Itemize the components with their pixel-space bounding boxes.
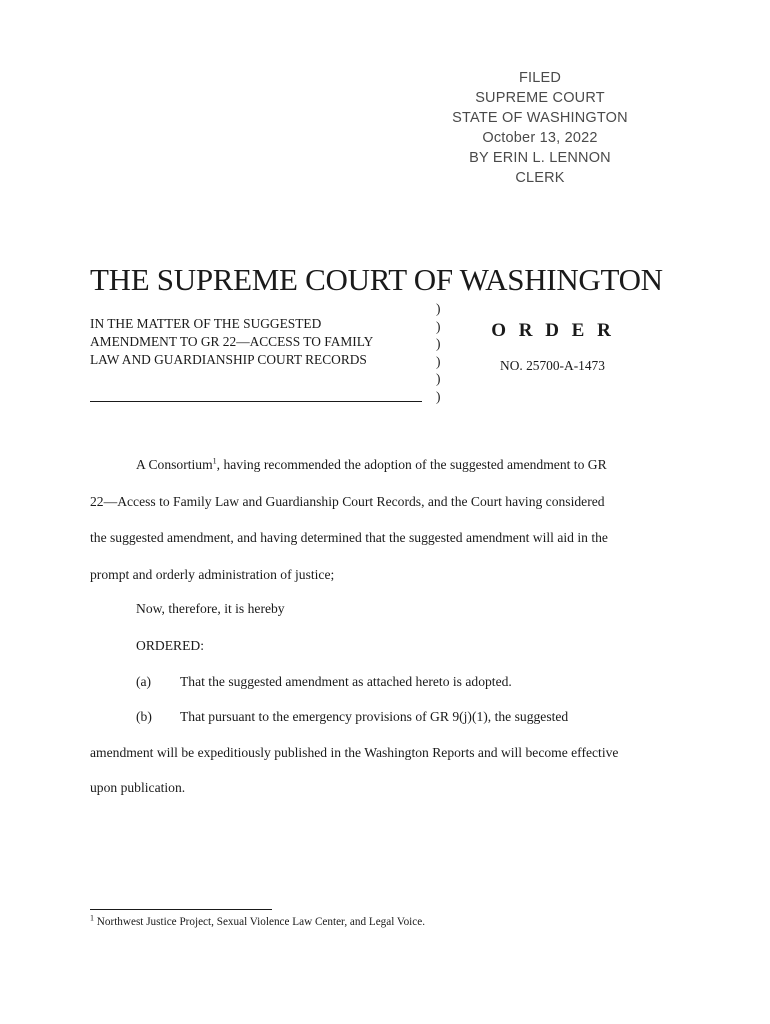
caption-parentheses xyxy=(436,300,440,405)
stamp-line-clerk: CLERK xyxy=(515,170,565,186)
footnote xyxy=(90,913,425,928)
filing-stamp xyxy=(420,68,660,188)
paren: ) xyxy=(436,353,441,369)
paren: ) xyxy=(436,371,441,386)
stamp-line-clerk-name: BY ERIN L. LENNON xyxy=(469,150,611,166)
item-b-label: (b) xyxy=(136,709,152,724)
ordered-heading: ORDERED: xyxy=(136,638,204,653)
footnote-mark: 1 xyxy=(90,913,94,923)
caption-line-3: LAW AND GUARDIANSHIP COURT RECORDS xyxy=(90,352,367,367)
stamp-line-date: October 13, 2022 xyxy=(482,130,598,146)
caption-line-1: IN THE MATTER OF THE SUGGESTED xyxy=(90,316,322,331)
item-a-label: (a) xyxy=(136,674,152,689)
stamp-line-court: SUPREME COURT xyxy=(475,90,605,106)
caption-underline xyxy=(90,401,422,402)
footnote-divider xyxy=(90,909,272,910)
paren: ) xyxy=(436,301,441,316)
para1-line4: prompt and orderly administration of justice; xyxy=(90,567,335,582)
item-b-line2: amendment will be expeditiously published in the Washington Reports and will become effective xyxy=(90,745,619,760)
case-caption xyxy=(90,315,420,369)
para1-line1 xyxy=(136,457,607,473)
order-number: NO. 25700-A-1473 xyxy=(500,358,605,373)
paren: ) xyxy=(436,318,441,334)
stamp-line-filed: FILED xyxy=(518,70,562,86)
footnote-text: Northwest Justice Project, Sexual Violence Law Center, and Legal Voice. xyxy=(94,916,425,928)
para1-line1-start: A Consortium xyxy=(136,457,213,472)
order-heading: O R D E R xyxy=(491,320,615,341)
caption-line-2: AMENDMENT TO GR 22—ACCESS TO FAMILY xyxy=(90,334,374,349)
paren: ) xyxy=(436,336,441,351)
paren: ) xyxy=(436,388,441,404)
court-title: THE SUPREME COURT OF WASHINGTON xyxy=(90,262,663,297)
item-b-text: That pursuant to the emergency provisions of GR 9(j)(1), the suggested xyxy=(180,709,569,724)
para1-line2: 22—Access to Family Law and Guardianship Court Records, and the Court having considered xyxy=(90,494,605,509)
stamp-line-state: STATE OF WASHINGTON xyxy=(452,110,628,126)
item-b-line3: upon publication. xyxy=(90,780,186,795)
item-a-text: That the suggested amendment as attached hereto is adopted. xyxy=(180,674,512,689)
para1-line3: the suggested amendment, and having determined that the suggested amendment will aid in the xyxy=(90,530,608,545)
now-therefore: Now, therefore, it is hereby xyxy=(136,601,285,616)
footnote-reference[interactable]: 1 xyxy=(212,456,217,466)
para1-line1-end: , having recommended the adoption of the suggested amendment to GR xyxy=(216,457,607,472)
